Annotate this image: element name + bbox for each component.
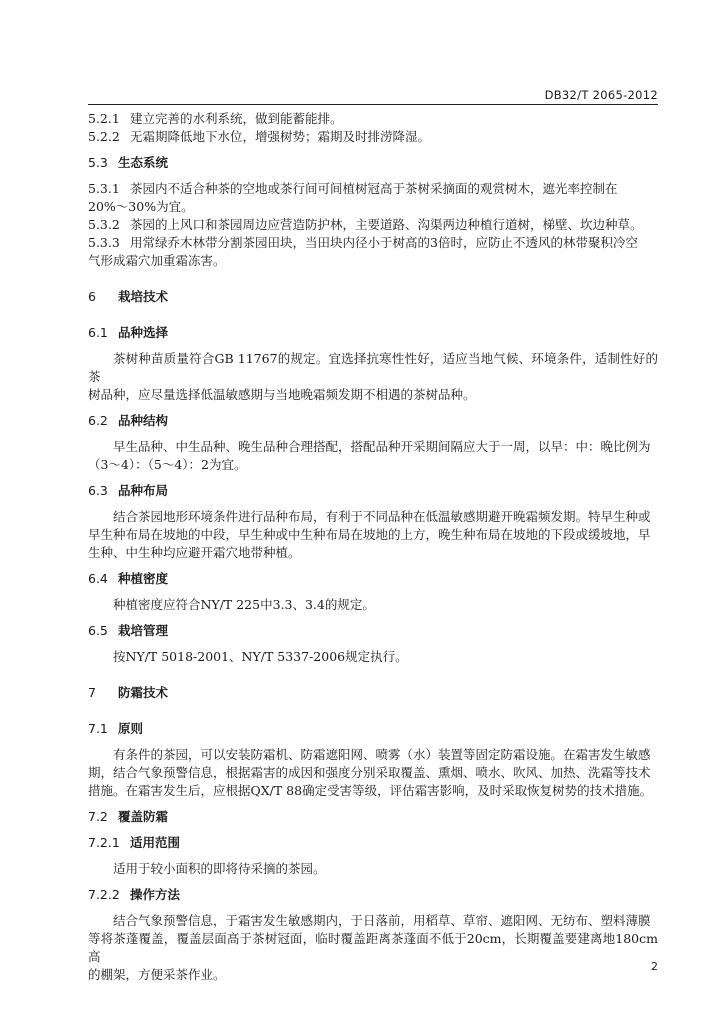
section-title: 品种选择 [117, 325, 168, 340]
chapter-number: 6 [88, 289, 96, 304]
section-number: 7.1 [88, 721, 108, 736]
clause-number: 5.3.1 [88, 181, 120, 196]
header-rule [88, 104, 658, 105]
section-title: 操作方法 [129, 887, 180, 902]
clause-number: 5.3.3 [88, 235, 120, 250]
section-6-2-heading [88, 412, 658, 430]
clause-text: 无霜期降低地下水位，增强树势；霜期及时排涝降湿。 [129, 129, 430, 144]
section-6-4-heading [88, 570, 658, 588]
chapter-title: 防霜技术 [117, 685, 168, 700]
clause-number: 5.3.2 [88, 217, 120, 232]
chapter-number: 7 [88, 685, 96, 700]
section-7-2-1-heading [88, 834, 658, 852]
section-title: 覆盖防霜 [117, 809, 168, 824]
clause-text: 茶园的上风口和茶园周边应营造防护林，主要道路、沟渠两边种植行道树，梯壁、坎边种草。 [129, 217, 643, 232]
section-5-3-heading [88, 154, 658, 172]
section-number: 7.2.2 [88, 887, 120, 902]
section-title: 生态系统 [117, 155, 168, 170]
paragraph-line: 等将茶蓬覆盖，覆盖层面高于茶树冠面，临时覆盖距离茶蓬面不低于20cm，长期覆盖要建离地180cm高 [88, 931, 658, 964]
clause-5-2-2 [88, 128, 658, 146]
paragraph-line: 生种、中生种均应避开霜穴地带种植。 [88, 545, 301, 560]
paragraph-line: 早生品种、中生品种、晚生品种合理搭配，搭配品种开采期间隔应大于一周，以早：中：晚比例为 [113, 439, 651, 454]
standard-code: DB32/T 2065-2012 [544, 88, 658, 102]
section-7-2-heading [88, 808, 658, 826]
chapter-6-heading [88, 288, 658, 306]
section-title: 栽培管理 [117, 623, 168, 638]
clause-5-3-1-cont: 20%～30%为宜。 [88, 199, 194, 214]
section-title: 品种结构 [117, 413, 168, 428]
paragraph-line: 结合气象预警信息，于霜害发生敏感期内，于日落前，用稻草、草帘、遮阳网、无纺布、塑料薄膜 [113, 913, 651, 928]
section-number: 7.2 [88, 809, 108, 824]
paragraph-line: 适用于较小面积的即将待采摘的茶园。 [113, 861, 326, 876]
clause-5-3-1 [88, 180, 658, 198]
paragraph-line: 结合茶园地形环境条件进行品种布局，有利于不同品种在低温敏感期避开晚霜频发期。特早生种或 [113, 509, 651, 524]
clause-5-3-3 [88, 234, 658, 252]
section-6-1-heading [88, 324, 658, 342]
clause-5-2-1 [88, 110, 658, 128]
section-7-1-heading [88, 720, 658, 738]
section-6-3-heading [88, 482, 658, 500]
chapter-7-heading [88, 684, 658, 702]
clause-text: 建立完善的水利系统，做到能蓄能排。 [129, 111, 343, 126]
paragraph-line: 早生种布局在坡地的中段，早生种或中生种布局在坡地的上方，晚生种布局在坡地的下段或缓坡地，早 [88, 527, 651, 542]
section-number: 6.2 [88, 413, 108, 428]
paragraph-line: 的棚架，方便采茶作业。 [88, 967, 226, 982]
section-number: 7.2.1 [88, 835, 120, 850]
clause-5-3-3-cont: 气形成霜穴加重霜冻害。 [88, 253, 226, 268]
page-content [88, 110, 658, 984]
paragraph-line: 树品种，应尽量选择低温敏感期与当地晚霜频发期不相遇的茶树品种。 [88, 387, 476, 402]
section-title: 适用范围 [129, 835, 180, 850]
paragraph-line: 按NY/T 5018-2001、NY/T 5337-2006规定执行。 [113, 649, 408, 664]
paragraph-line: 茶树种苗质量符合GB 11767的规定。宜选择抗寒性性好，适应当地气候、环境条件，适制性好的茶 [88, 351, 658, 384]
paragraph-line: 措施。在霜害发生后，应根据QX/T 88确定受害等级，评估霜害影响，及时采取恢复树势的技术措施。 [88, 783, 653, 798]
section-title: 品种布局 [117, 483, 168, 498]
section-7-2-2-heading [88, 886, 658, 904]
chapter-title: 栽培技术 [117, 289, 168, 304]
section-number: 6.1 [88, 325, 108, 340]
section-number: 6.4 [88, 571, 108, 586]
section-6-5-heading [88, 622, 658, 640]
section-number: 6.5 [88, 623, 108, 638]
paragraph-line: （3～4）：（5～4）：2为宜。 [88, 457, 247, 472]
section-number: 6.3 [88, 483, 108, 498]
clause-text: 茶园内不适合种茶的空地或茶行间可间植树冠高于茶树采摘面的观赏树木，遮光率控制在 [129, 181, 618, 196]
page-number: 2 [651, 960, 658, 973]
clause-number: 5.2.1 [88, 111, 120, 126]
section-title: 原则 [117, 721, 143, 736]
paragraph-line: 有条件的茶园，可以安装防霜机、防霜遮阳网、喷雾（水）装置等固定防霜设施。在霜害发生敏感 [113, 747, 651, 762]
section-title: 种植密度 [117, 571, 168, 586]
paragraph-line: 种植密度应符合NY/T 225中3.3、3.4的规定。 [113, 597, 375, 612]
clause-text: 用常绿乔木林带分割茶园田块，当田块内径小于树高的3倍时，应防止不透风的林带聚积冷空 [129, 235, 638, 250]
paragraph-line: 期，结合气象预警信息，根据霜害的成因和强度分别采取覆盖、熏烟、喷水、吹风、加热、洗霜等技术 [88, 765, 651, 780]
section-number: 5.3 [88, 155, 108, 170]
clause-5-3-2 [88, 216, 658, 234]
clause-number: 5.2.2 [88, 129, 120, 144]
